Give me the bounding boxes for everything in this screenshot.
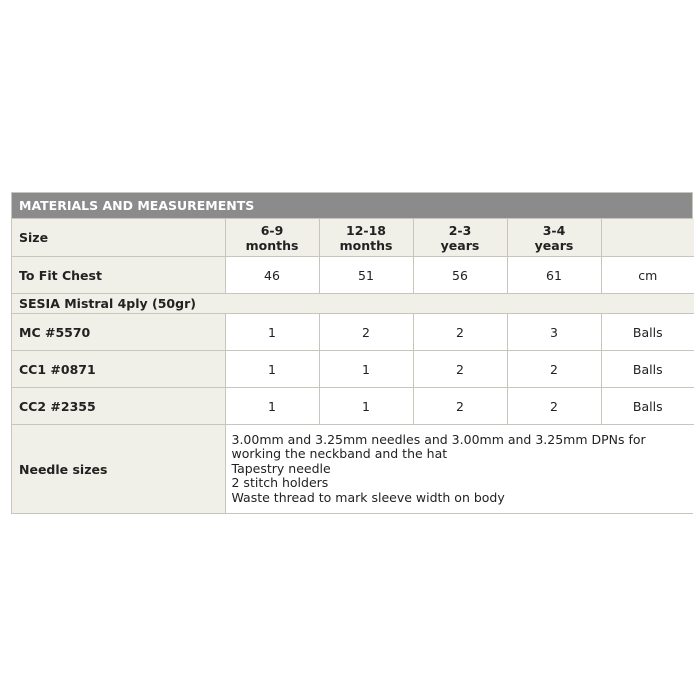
size-header-line2: months [339,237,393,253]
size-label: Size [12,219,225,257]
chest-value: 56 [413,257,507,294]
size-unit-cell [601,219,694,257]
chest-value: 46 [225,257,319,294]
size-header-cell [413,219,507,257]
chest-label: To Fit Chest [12,257,225,294]
yarn-row [12,388,694,425]
yarn-value: 1 [225,314,319,351]
measurements-grid [12,219,694,513]
yarn-unit: Balls [601,388,694,425]
yarn-value: 1 [225,351,319,388]
needle-item: Tapestry needle [231,460,331,476]
size-header-line1: 6-9 [260,222,284,238]
yarn-section-row [12,294,694,314]
yarn-label: CC1 #0871 [12,351,225,388]
yarn-value: 3 [507,314,601,351]
chest-unit: cm [601,257,694,294]
size-header-cell [225,219,319,257]
yarn-value: 1 [319,388,413,425]
size-header-cell [319,219,413,257]
table-title: MATERIALS AND MEASUREMENTS [12,193,692,219]
yarn-value: 2 [507,351,601,388]
needle-item: 2 stitch holders [231,475,329,491]
size-header-line2: years [534,237,574,253]
yarn-row [12,314,694,351]
chest-value: 61 [507,257,601,294]
needle-item: 3.00mm and 3.25mm needles and 3.00mm and 3.25mm DPNs for working the neckband and the hat [231,431,646,462]
yarn-section-heading: SESIA Mistral 4ply (50gr) [12,294,694,314]
materials-table [11,192,693,514]
needle-item: Waste thread to mark sleeve width on body [231,489,505,505]
size-header-line1: 12-18 [346,222,386,238]
yarn-unit: Balls [601,351,694,388]
size-header-line1: 2-3 [448,222,472,238]
yarn-value: 2 [413,388,507,425]
chest-value: 51 [319,257,413,294]
needles-row [12,425,694,514]
yarn-value: 1 [225,388,319,425]
yarn-label: CC2 #2355 [12,388,225,425]
size-header-line1: 3-4 [542,222,566,238]
size-header-line2: months [245,237,299,253]
yarn-value: 1 [319,351,413,388]
size-row [12,219,694,257]
yarn-value: 2 [507,388,601,425]
yarn-value: 2 [413,314,507,351]
yarn-label: MC #5570 [12,314,225,351]
needles-list [225,425,694,514]
yarn-unit: Balls [601,314,694,351]
chest-row [12,257,694,294]
yarn-row [12,351,694,388]
yarn-value: 2 [413,351,507,388]
yarn-value: 2 [319,314,413,351]
size-header-line2: years [440,237,480,253]
needles-label: Needle sizes [12,425,225,514]
size-header-cell [507,219,601,257]
